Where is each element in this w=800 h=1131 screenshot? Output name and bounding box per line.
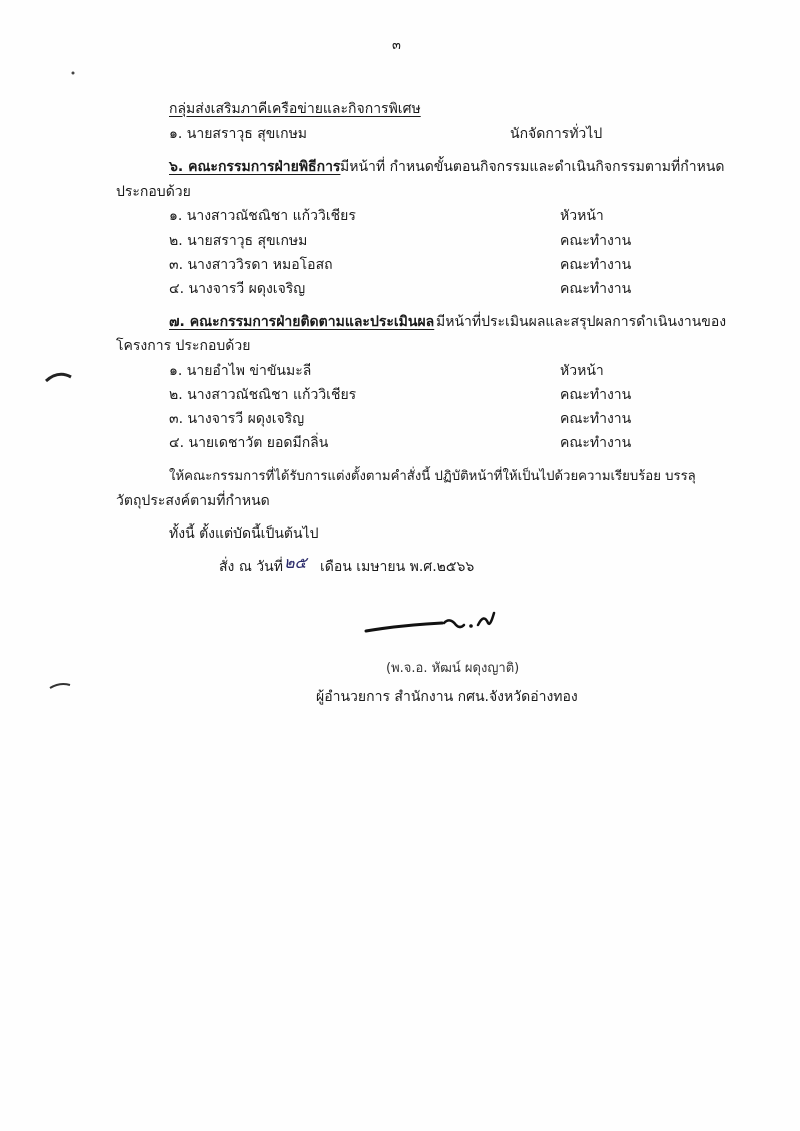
section-7-member-3-role: คณะทำงาน	[560, 411, 632, 427]
section-6-consists: ประกอบด้วย	[116, 184, 191, 200]
handwritten-signature	[362, 605, 502, 640]
section-7-consists: โครงการ ประกอบด้วย	[116, 338, 251, 354]
ordered-date-prefix: สั่ง ณ วันที่	[219, 559, 283, 575]
section-6-member-4-role: คณะทำงาน	[560, 281, 632, 297]
section-6-member-4-name: ๔. นางจารวี ผดุงเจริญ	[169, 281, 306, 297]
section-6-member-1-name: ๑. นางสาวณัชณิชา แก้ววิเชียร	[169, 208, 356, 224]
section-7-member-1-role: หัวหน้า	[560, 363, 604, 379]
section-7-member-1-name: ๑. นายอำไพ ข่าขันมะลี	[169, 363, 312, 379]
section-7-duty: มีหน้าที่ประเมินผลและสรุปผลการดำเนินงานของ	[436, 314, 727, 330]
section-6-member-2-role: คณะทำงาน	[560, 233, 632, 249]
page-number: ๓	[392, 38, 401, 53]
effective-statement: ทั้งนี้ ตั้งแต่บัดนี้เป็นต้นไป	[169, 526, 319, 542]
special-group-heading: กลุ่มส่งเสริมภาคีเครือข่ายและกิจการพิเศษ	[169, 101, 421, 117]
section-6-member-1-role: หัวหน้า	[560, 208, 604, 224]
section-7-member-2-role: คณะทำงาน	[560, 387, 632, 403]
ordered-date-suffix: เดือน เมษายน พ.ศ.๒๕๖๖	[320, 559, 475, 575]
section-7-member-4-role: คณะทำงาน	[560, 435, 632, 451]
signatory-name: (พ.จ.อ. หัฒน์ ผดุงญาติ)	[386, 661, 520, 676]
section-6-member-3-name: ๓. นางสาววิรดา หมอโอสถ	[169, 257, 333, 273]
special-member-1-name: ๑. นายสราวุธ สุขเกษม	[169, 126, 308, 142]
special-member-1-role: นักจัดการทั่วไป	[510, 126, 603, 142]
signatory-title: ผู้อำนวยการ สำนักงาน กศน.จังหวัดอ่างทอง	[316, 689, 578, 705]
scan-mark-bottom	[48, 680, 72, 690]
section-7-heading: ๗. คณะกรรมการฝ่ายติดตามและประเมินผล	[169, 314, 435, 330]
section-6-heading: ๖. คณะกรรมการฝ่ายพิธีการ	[169, 159, 341, 175]
section-6-member-3-role: คณะทำงาน	[560, 257, 632, 273]
section-6-member-2-name: ๒. นายสราวุธ สุขเกษม	[169, 233, 308, 249]
ordered-date-day: ๒๕	[284, 553, 307, 572]
closing-line-1: ให้คณะกรรมการที่ได้รับการแต่งตั้งตามคำสั่งนี้ ปฏิบัติหน้าที่ให้เป็นไปด้วยความเรียบร้อย บรรลุ	[169, 469, 696, 484]
section-6-duty: มีหน้าที่ กำหนดขั้นตอนกิจกรรมและดำเนินกิจกรรมตามที่กำหนด	[340, 159, 725, 175]
section-7-member-2-name: ๒. นางสาวณัชณิชา แก้ววิเชียร	[169, 387, 357, 403]
closing-line-2: วัตถุประสงค์ตามที่กำหนด	[116, 493, 270, 509]
section-7-member-4-name: ๔. นายเดชาวัต ยอดมีกลิ่น	[169, 435, 329, 451]
scan-mark-top	[70, 70, 76, 76]
section-7-member-3-name: ๓. นางจารวี ผดุงเจริญ	[169, 411, 305, 427]
scan-mark-middle	[44, 368, 74, 384]
